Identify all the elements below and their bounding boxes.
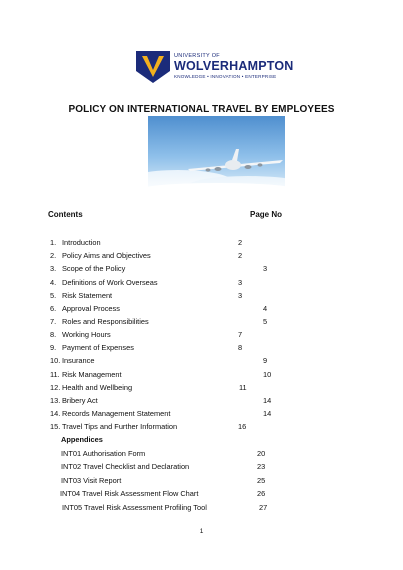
toc-item-number: 13.	[50, 396, 61, 405]
appendix-page: 27	[259, 503, 268, 512]
toc-item-label: Risk Statement	[62, 291, 113, 300]
appendix-page: 23	[257, 462, 266, 471]
appendix-label: INT04 Travel Risk Assessment Flow Chart	[60, 489, 199, 498]
airplane-photo	[148, 116, 285, 190]
toc-item-page: 3	[263, 264, 268, 273]
toc-item-label: Payment of Expenses	[62, 343, 134, 352]
appendix-label: INT01 Authorisation Form	[61, 449, 146, 458]
contents-heading: Contents	[48, 210, 83, 219]
toc-item-number: 1.	[50, 238, 57, 247]
appendix-page: 26	[257, 489, 266, 498]
appendices-heading: Appendices	[61, 435, 103, 444]
toc-item-number: 4.	[50, 278, 57, 287]
toc-item-page: 2	[238, 238, 243, 247]
toc-item-number: 11.	[50, 370, 60, 379]
toc-item-label: Records Management Statement	[62, 409, 171, 418]
appendix-label: INT05 Travel Risk Assessment Profiling Tool	[62, 503, 207, 512]
toc-item-label: Health and Wellbeing	[62, 383, 133, 392]
toc-item-number: 10.	[50, 356, 61, 365]
toc-item-label: Scope of the Policy	[62, 264, 126, 273]
appendix-page: 20	[257, 449, 266, 458]
toc-item-page: 14	[263, 409, 272, 418]
logo-tagline: KNOWLEDGE • INNOVATION • ENTERPRISE	[174, 74, 277, 79]
toc-item-number: 15.	[50, 422, 61, 431]
toc-item-number: 6.	[50, 304, 57, 313]
toc-item-number: 7.	[50, 317, 57, 326]
page-number: 1	[199, 528, 204, 535]
logo-emblem-icon	[136, 51, 170, 83]
toc-item-label: Insurance	[62, 356, 95, 365]
toc-item-number: 5.	[50, 291, 57, 300]
toc-item-label: Approval Process	[62, 304, 120, 313]
document-title: POLICY ON INTERNATIONAL TRAVEL BY EMPLOYEES	[68, 104, 335, 115]
toc-item-page: 5	[263, 317, 268, 326]
toc-item-number: 2.	[50, 251, 57, 260]
toc-item-page: 3	[238, 278, 243, 287]
toc-item-page: 4	[263, 304, 268, 313]
toc-item-number: 9.	[50, 343, 57, 352]
toc-item-label: Bribery Act	[62, 396, 98, 405]
university-logo	[136, 51, 294, 83]
toc-item-number: 14.	[50, 409, 61, 418]
appendix-label: INT02 Travel Checklist and Declaration	[61, 462, 190, 471]
toc-item-page: 7	[238, 330, 243, 339]
toc-item-label: Policy Aims and Objectives	[62, 251, 151, 260]
toc-item-page: 9	[263, 356, 268, 365]
logo-university-of: UNIVERSITY OF	[174, 53, 220, 59]
toc-item-page: 10	[263, 370, 272, 379]
toc-item-label: Definitions of Work Overseas	[62, 278, 158, 287]
page-no-heading: Page No	[250, 210, 283, 219]
toc-item-number: 8.	[50, 330, 57, 339]
toc-item-number: 3.	[50, 264, 57, 273]
toc-item-page: 16	[238, 422, 247, 431]
toc-item-page: 3	[238, 291, 243, 300]
toc-item-label: Working Hours	[62, 330, 111, 339]
appendix-label: INT03 Visit Report	[61, 476, 122, 485]
toc-item-label: Introduction	[62, 238, 101, 247]
toc-item-page: 8	[238, 343, 243, 352]
toc-item-page: 14	[263, 396, 272, 405]
toc-item-page: 11	[239, 383, 247, 392]
toc-item-number: 12.	[50, 383, 61, 392]
toc-item-label: Risk Management	[62, 370, 122, 379]
toc-item-label: Roles and Responsibilities	[62, 317, 149, 326]
toc-item-page: 2	[238, 251, 243, 260]
appendix-page: 25	[257, 476, 266, 485]
logo-name: WOLVERHAMPTON	[174, 59, 294, 73]
toc-item-label: Travel Tips and Further Information	[62, 422, 178, 431]
